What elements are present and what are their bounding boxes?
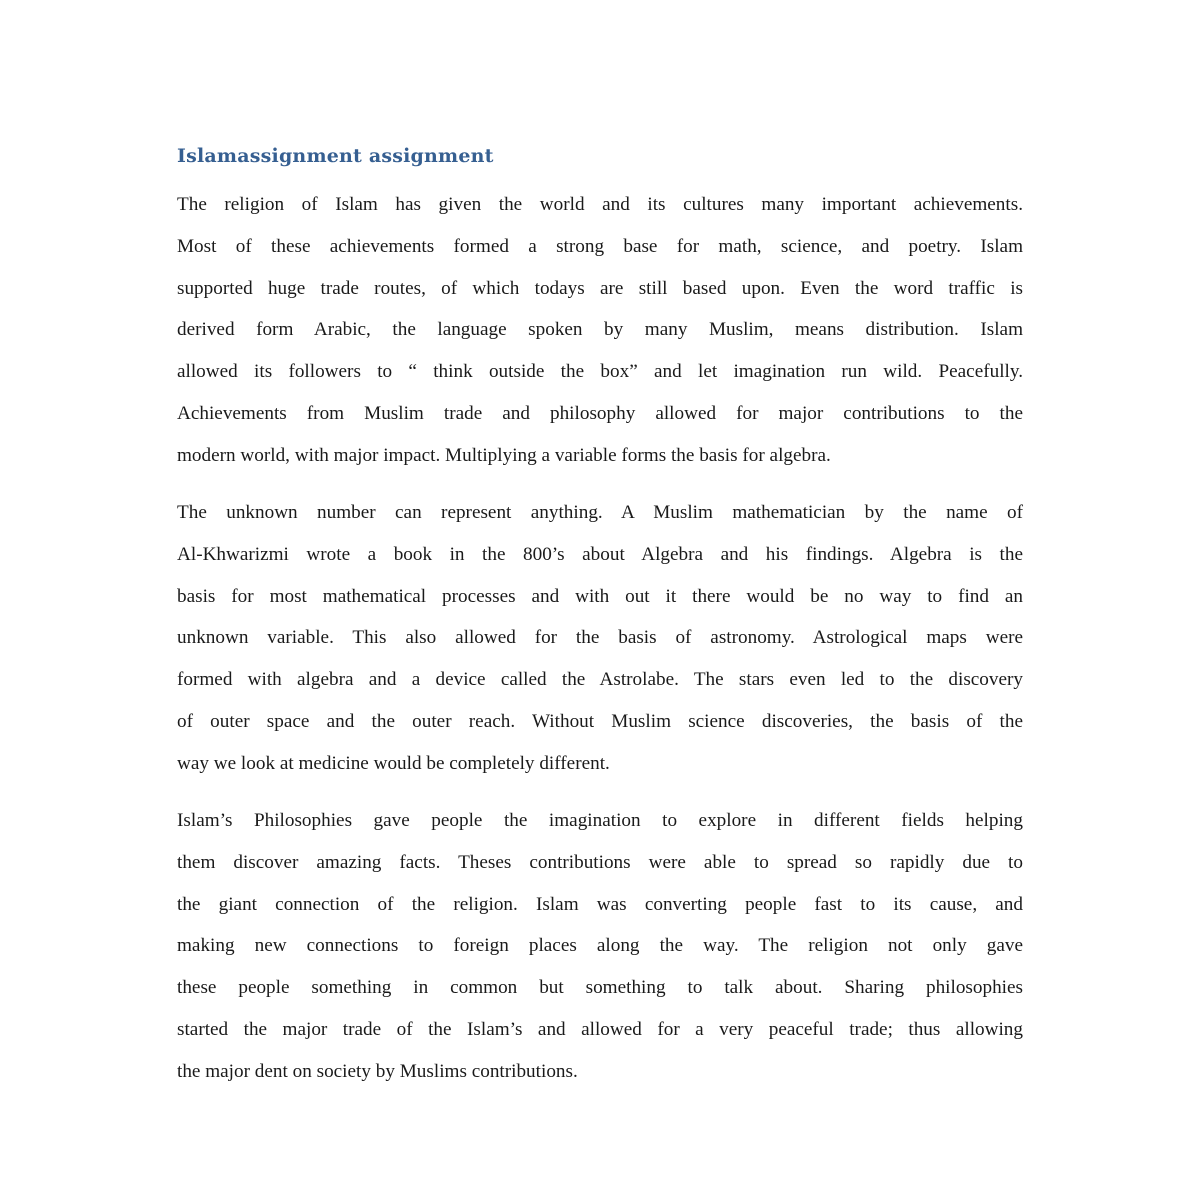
paragraph-line: the giant connection of the religion. Islam was converting people fast to its cause, and <box>177 893 1023 915</box>
paragraph-line: allowed its followers to “ think outside the box” and let imagination run wild. Peacefully. <box>177 361 1023 383</box>
paragraph-2 <box>177 492 1023 785</box>
paragraph-line: these people something in common but something to talk about. Sharing philosophies <box>177 977 1023 999</box>
paragraph-line: Most of these achievements formed a strong base for math, science, and poetry. Islam <box>177 235 1023 257</box>
paragraph-line: The unknown number can represent anything. A Muslim mathematician by the name of <box>177 502 1023 523</box>
paragraph-line: started the major trade of the Islam’s and allowed for a very peaceful trade; thus allowing <box>177 1018 1023 1040</box>
paragraph-line: formed with algebra and a device called the Astrolabe. The stars even led to the discovery <box>177 669 1023 691</box>
paragraph-3 <box>177 800 1023 1093</box>
paragraph-line: them discover amazing facts. Theses contributions were able to spread so rapidly due to <box>177 851 1023 873</box>
paragraph-line: derived form Arabic, the language spoken by many Muslim, means distribution. Islam <box>177 319 1023 341</box>
paragraph-line: making new connections to foreign places along the way. The religion not only gave <box>177 935 1023 957</box>
paragraph-line: unknown variable. This also allowed for the basis of astronomy. Astrological maps were <box>177 627 1023 649</box>
paragraph-line: Achievements from Muslim trade and philosophy allowed for major contributions to the <box>177 402 1023 424</box>
paragraph-line: supported huge trade routes, of which todays are still based upon. Even the word traffic is <box>177 277 1023 299</box>
paragraph-line: way we look at medicine would be completely different. <box>177 752 610 774</box>
paragraph-1 <box>177 184 1023 477</box>
paragraph-line: of outer space and the outer reach. Without Muslim science discoveries, the basis of the <box>177 710 1023 732</box>
paragraph-line: basis for most mathematical processes and with out it there would be no way to find an <box>177 585 1023 607</box>
paragraph-line: The religion of Islam has given the world and its cultures many important achievements. <box>177 194 1023 215</box>
paragraph-line: modern world, with major impact. Multiplying a variable forms the basis for algebra. <box>177 444 831 466</box>
paragraph-line: the major dent on society by Muslims contributions. <box>177 1060 578 1082</box>
paragraph-line: Islam’s Philosophies gave people the imagination to explore in different fields helping <box>177 810 1023 831</box>
document-title: Islamassignment assignment <box>177 145 494 167</box>
paragraph-line: Al-Khwarizmi wrote a book in the 800’s about Algebra and his findings. Algebra is the <box>177 543 1023 565</box>
